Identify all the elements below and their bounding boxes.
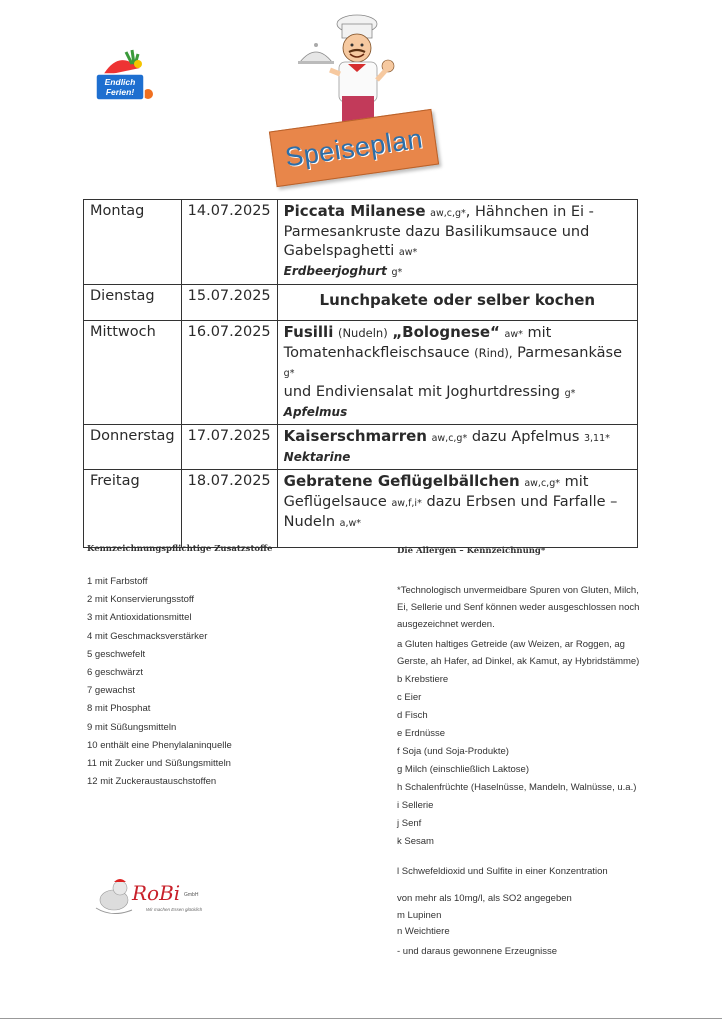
allergen-item: l Schwefeldioxid und Sulfite in einer Konzentration [397,866,608,877]
dessert: Nektarine [283,450,351,464]
allergen-item: i Sellerie [397,800,434,811]
date-cell: 17.07.2025 [181,425,277,470]
allergen-item: d Fisch [397,710,428,721]
dessert: Apfelmus [283,405,348,419]
additive-item: 7 gewachst [87,685,136,697]
additive-item: 2 mit Konservierungsstoff [87,594,195,606]
meal-cell [277,285,637,321]
day-cell: Mittwoch [84,321,182,425]
date-cell: 14.07.2025 [181,200,277,285]
meal-note: (Rind), [474,346,513,360]
additive-item: 9 mit Süßungsmitteln [87,721,177,733]
additive-item: 6 geschwärzt [87,666,143,678]
allergen-code: aw,c,g* [431,433,468,444]
allergen-code: 3,11* [583,433,610,444]
menu-row-thursday [84,425,638,470]
dish-name: „Bolognese“ [392,323,500,341]
meal-text: mit [564,474,589,490]
allergen-item: h Schalenfrüchte (Haselnüsse, Mandeln, Walnüsse, u.a.) [397,782,637,793]
day-cell: Dienstag [84,285,182,321]
dessert: Erdbeerjoghurt [283,264,387,278]
allergen-code: a,w* [339,518,362,529]
allergen-code: g* [391,267,403,278]
allergens-list [397,636,667,850]
allergens-intro [397,582,667,633]
meal-text: dazu Erbsen und Farfalle – [426,494,618,510]
allergen-item: f Soja (und Soja-Produkte) [397,746,509,757]
allergens-intro-line: ausgezeichnet werden. [397,619,495,630]
scan-edge-line [0,1018,722,1019]
allergen-code: g* [283,368,295,379]
meal-note: (Nudeln) [337,326,388,340]
meal-cell [277,321,637,425]
meal-text: Nudeln [283,514,336,530]
dish-name: Fusilli [283,323,334,341]
allergen-code: aw,f,i* [391,498,422,509]
dish-name: Gebratene Geflügelbällchen [283,472,520,490]
dish-name: Kaiserschmarren [283,427,427,445]
additives-title: Kennzeichnungspflichtige Zusatzstoffe [87,544,273,554]
meal-text: dazu Apfelmus [471,429,580,445]
meal-text: Parmesankäse [517,345,623,361]
allergen-item: c Eier [397,692,422,703]
date-cell: 18.07.2025 [181,470,277,548]
allergen-item: k Sesam [397,836,434,847]
additive-item: 3 mit Antioxidationsmittel [87,612,192,624]
allergen-code: g* [564,388,576,399]
meal-text: Geflügelsauce [283,494,387,510]
dish-name: Lunchpakete oder selber kochen [319,291,596,309]
robi-logo [92,874,222,922]
robi-suffix: GmbH [184,892,199,898]
menu-row-friday [84,470,638,548]
allergen-item: j Senf [397,818,422,829]
allergen-item: g Milch (einschließlich Laktose) [397,764,529,775]
additive-item: 5 geschwefelt [87,648,146,660]
additive-item: 8 mit Phosphat [87,703,151,715]
allergen-item: Gerste, ah Hafer, ad Dinkel, ak Kamut, ay Hybridstämme) [397,656,640,667]
day-cell: Donnerstag [84,425,182,470]
meal-text: , Hähnchen in Ei - [465,204,594,220]
meal-text: Tomatenhackfleischsauce [283,345,470,361]
day-cell: Montag [84,200,182,285]
dish-name: Piccata Milanese [283,202,426,220]
allergen-item: a Gluten haltiges Getreide (aw Weizen, ar Roggen, ag [397,639,625,650]
endlich-ferien-logo [88,48,158,108]
menu-row-monday [84,200,638,285]
additives-list [87,576,232,794]
allergen-item: n Weichtiere [397,926,450,937]
additive-item: 1 mit Farbstoff [87,576,148,587]
allergen-item: von mehr als 10mg/l, als SO2 angegeben [397,893,572,904]
allergens-title: Die Allergen – Kennzeichnung* [397,546,546,556]
allergen-item: b Krebstiere [397,674,449,685]
meal-cell [277,425,637,470]
meal-text: Parmesankruste dazu Basilikumsauce und [283,224,590,240]
allergen-code: aw* [398,247,418,258]
menu-table [83,199,638,548]
allergens-intro-line: Ei, Sellerie und Senf können weder ausgeschlossen noch [397,602,640,613]
chef-illustration [292,14,402,129]
allergen-code: aw* [504,329,523,340]
meal-text: Gabelspaghetti [283,243,395,259]
allergens-intro-line: *Technologisch unvermeidbare Spuren von Gluten, Milch, [397,585,639,596]
day-cell: Freitag [84,470,182,548]
menu-row-wednesday [84,321,638,425]
robi-slogan: Wir machen Essen glücklich [146,907,203,912]
meal-cell [277,200,637,285]
meal-text: und Endiviensalat mit Joghurtdressing [283,384,560,400]
banner-title: Speiseplan [283,123,425,173]
additive-item: 11 mit Zucker und Süßungsmitteln [87,757,231,769]
allergens-footer: - und daraus gewonnene Erzeugnisse [397,946,558,957]
badge-line2: Ferien! [105,87,135,97]
menu-row-tuesday [84,285,638,321]
allergen-item: e Erdnüsse [397,728,446,739]
allergen-code: aw,c,g* [430,208,466,219]
additive-item: 4 mit Geschmacksverstärker [87,630,208,642]
badge-line1: Endlich [104,77,136,87]
robi-name: RoBi [132,881,181,905]
meal-text: mit [527,325,552,341]
additive-item: 10 enthält eine Phenylalaninquelle [87,739,232,751]
allergen-item: m Lupinen [397,910,442,921]
date-cell: 16.07.2025 [181,321,277,425]
date-cell: 15.07.2025 [181,285,277,321]
additive-item: 12 mit Zuckeraustauschstoffen [87,776,217,788]
allergen-code: aw,c,g* [524,478,560,489]
meal-cell [277,470,637,548]
